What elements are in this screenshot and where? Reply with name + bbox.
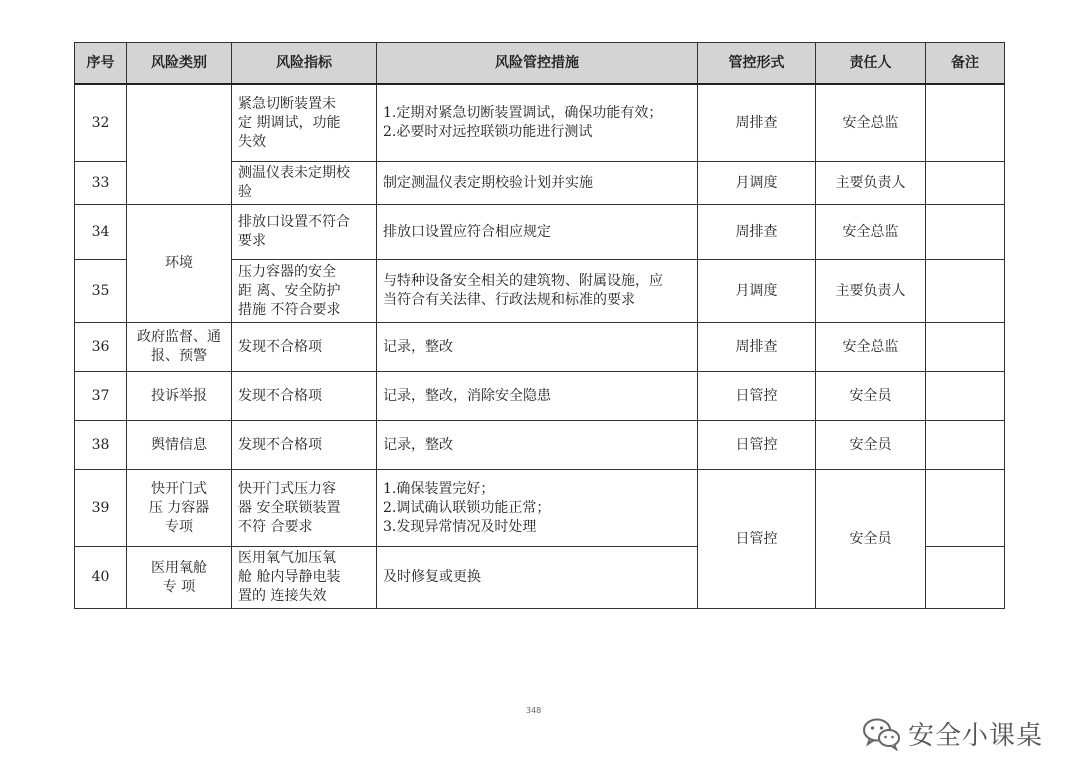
table-row xyxy=(75,323,1005,372)
cell-form: 日管控 xyxy=(698,372,816,421)
cell-indicator: 排放口设置不符合 要求 xyxy=(232,205,377,260)
cell-form: 月调度 xyxy=(698,162,816,205)
table-row xyxy=(75,205,1005,260)
header-category: 风险类别 xyxy=(127,43,232,85)
cell-measures: 与特种设备安全相关的建筑物、附属设施，应 当符合有关法律、行政法规和标准的要求 xyxy=(377,260,698,323)
cell-owner: 安全总监 xyxy=(816,205,926,260)
cell-note xyxy=(926,470,1005,547)
cell-category: 快开门式 压 力容器 专项 xyxy=(127,470,232,547)
table-row xyxy=(75,84,1005,162)
header-measures: 风险管控措施 xyxy=(377,43,698,85)
cell-serial: 32 xyxy=(75,84,127,162)
page-number: 348 xyxy=(526,706,542,715)
cell-indicator: 测温仪表未定期校 验 xyxy=(232,162,377,205)
cell-owner: 安全员 xyxy=(816,421,926,470)
cell-measures: 记录，整改，消除安全隐患 xyxy=(377,372,698,421)
cell-category: 环境 xyxy=(127,205,232,323)
cell-note xyxy=(926,372,1005,421)
cell-note xyxy=(926,547,1005,609)
header-owner: 责任人 xyxy=(816,43,926,85)
cell-form: 周排查 xyxy=(698,205,816,260)
cell-owner: 安全员 xyxy=(816,470,926,609)
cell-indicator: 发现不合格项 xyxy=(232,372,377,421)
cell-form: 日管控 xyxy=(698,470,816,609)
cell-measures: 排放口设置应符合相应规定 xyxy=(377,205,698,260)
table-row xyxy=(75,421,1005,470)
risk-control-table xyxy=(74,42,1005,609)
cell-indicator: 快开门式压力容 器 安全联锁装置 不符 合要求 xyxy=(232,470,377,547)
cell-owner: 安全员 xyxy=(816,372,926,421)
cell-measures: 1.定期对紧急切断装置调试，确保功能有效； 2.必要时对远控联锁功能进行测试 xyxy=(377,84,698,162)
cell-form: 月调度 xyxy=(698,260,816,323)
header-serial: 序号 xyxy=(75,43,127,85)
cell-serial: 34 xyxy=(75,205,127,260)
cell-note xyxy=(926,260,1005,323)
cell-form: 日管控 xyxy=(698,421,816,470)
cell-category: 医用氧舱 专 项 xyxy=(127,547,232,609)
cell-serial: 38 xyxy=(75,421,127,470)
cell-note xyxy=(926,84,1005,162)
cell-serial: 39 xyxy=(75,470,127,547)
cell-owner: 主要负责人 xyxy=(816,162,926,205)
cell-serial: 33 xyxy=(75,162,127,205)
table-header-row xyxy=(75,43,1005,85)
cell-owner: 主要负责人 xyxy=(816,260,926,323)
cell-serial: 37 xyxy=(75,372,127,421)
wechat-icon xyxy=(862,717,902,751)
cell-indicator: 发现不合格项 xyxy=(232,323,377,372)
watermark-text: 安全小课桌 xyxy=(908,721,1044,751)
cell-form: 周排查 xyxy=(698,323,816,372)
cell-note xyxy=(926,323,1005,372)
cell-category: 舆情信息 xyxy=(127,421,232,470)
cell-measures: 记录，整改 xyxy=(377,421,698,470)
header-indicator: 风险指标 xyxy=(232,43,377,85)
cell-measures: 及时修复或更换 xyxy=(377,547,698,609)
cell-note xyxy=(926,205,1005,260)
cell-form: 周排查 xyxy=(698,84,816,162)
header-note: 备注 xyxy=(926,43,1005,85)
cell-indicator: 压力容器的安全 距 离、安全防护 措施 不符合要求 xyxy=(232,260,377,323)
cell-serial: 40 xyxy=(75,547,127,609)
cell-owner: 安全总监 xyxy=(816,84,926,162)
cell-owner: 安全总监 xyxy=(816,323,926,372)
cell-note xyxy=(926,162,1005,205)
cell-indicator: 医用氧气加压氧 舱 舱内导静电装 置的 连接失效 xyxy=(232,547,377,609)
watermark xyxy=(862,715,1043,752)
header-form: 管控形式 xyxy=(698,43,816,85)
cell-indicator: 紧急切断装置未 定 期调试，功能 失效 xyxy=(232,84,377,162)
cell-category: 政府监督、通 报、预警 xyxy=(127,323,232,372)
table-row xyxy=(75,470,1005,547)
table-row xyxy=(75,372,1005,421)
cell-category xyxy=(127,84,232,205)
cell-note xyxy=(926,421,1005,470)
cell-category: 投诉举报 xyxy=(127,372,232,421)
cell-indicator: 发现不合格项 xyxy=(232,421,377,470)
cell-serial: 35 xyxy=(75,260,127,323)
cell-measures: 制定测温仪表定期校验计划并实施 xyxy=(377,162,698,205)
cell-measures: 1.确保装置完好； 2.调试确认联锁功能正常； 3.发现异常情况及时处理 xyxy=(377,470,698,547)
cell-measures: 记录，整改 xyxy=(377,323,698,372)
cell-serial: 36 xyxy=(75,323,127,372)
